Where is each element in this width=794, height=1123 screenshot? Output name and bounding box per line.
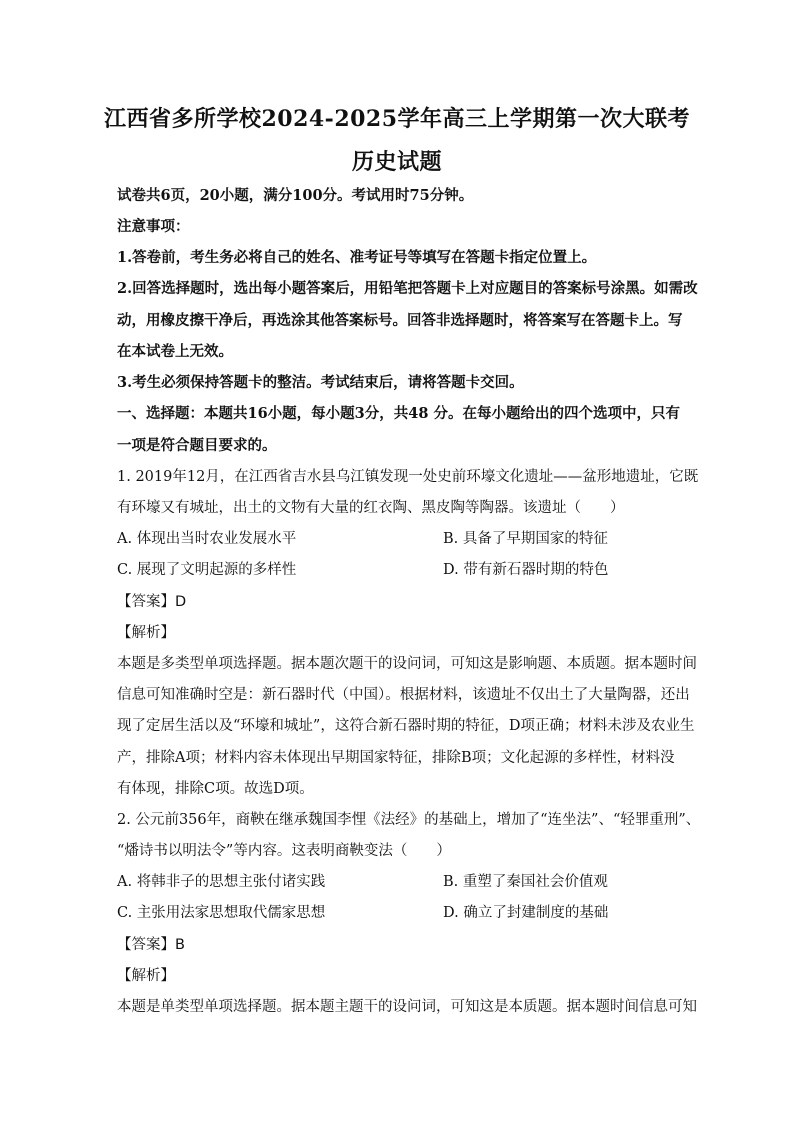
question-2-option-b: B. 重塑了秦国社会价值观 [443, 874, 608, 890]
question-2-option-a: A. 将韩非子的思想主张付诸实践 [117, 874, 326, 890]
notice-item-3: 3.考生必须保持答题卡的整洁。考试结束后，请将答题卡交回。 [117, 374, 524, 391]
notice-item-2-line-2: 动，用橡皮擦干净后，再选涂其他答案标号。回答非选择题时，将答案写在答题卡上。写 [117, 312, 683, 329]
notice-item-2-line-1: 2.回答选择题时，选出每小题答案后，用铅笔把答题卡上对应题目的答案标号涂黑。如需改 [117, 280, 698, 297]
question-2-option-d: D. 确立了封建制度的基础 [443, 905, 609, 921]
question-1-analysis-line: 有体现，排除C项。故选D项。 [117, 781, 314, 797]
question-1-option-b: B. 具备了早期国家的特征 [443, 531, 608, 547]
question-1-analysis-label: 【解析】 [117, 625, 175, 641]
exam-subject-title: 历史试题 [351, 149, 442, 175]
question-1-option-d: D. 带有新石器时期的特色 [443, 562, 609, 578]
question-1-stem-line-2: 有环壕又有城址，出土的文物有大量的红衣陶、黑皮陶等陶器。该遗址（ ） [117, 500, 625, 516]
question-1-stem-line-1: 1. 2019年12月，在江西省吉水县乌江镇发现一处史前环壕文化遗址——盆形地遗址，它既 [117, 469, 699, 485]
exam-meta: 试卷共6页，20小题，满分100分。考试用时75分钟。 [117, 187, 474, 204]
question-1-analysis-line: 本题是多类型单项选择题。据本题次题干的设问词，可知这是影响题、本质题。据本题时间 [117, 656, 697, 672]
question-1-answer: 【答案】D [117, 594, 187, 610]
question-2-option-c: C. 主张用法家思想取代儒家思想 [117, 905, 326, 921]
question-1-option-a: A. 体现出当时农业发展水平 [117, 531, 297, 547]
question-2-stem-line-1: 2. 公元前356年，商鞅在继承魏国李悝《法经》的基础上，增加了“连坐法”、“轻罪重刑”、 [117, 812, 701, 828]
question-1-analysis-line: 信息可知准确时空是：新石器时代（中国）。根据材料，该遗址不仅出土了大量陶器，还出 [117, 687, 690, 703]
question-2-analysis-line: 本题是单类型单项选择题。据本题主题干的设问词，可知这是本质题。据本题时间信息可知 [117, 999, 697, 1015]
notice-item-2-line-3: 在本试卷上无效。 [117, 343, 233, 360]
question-1-analysis-line: 产，排除A项；材料内容未体现出早期国家特征，排除B项；文化起源的多样性，材料没 [117, 750, 675, 766]
question-1-analysis-line: 现了定居生活以及“环壕和城址”，这符合新石器时期的特征，D项正确；材料未涉及农业生 [117, 718, 695, 734]
question-2-stem-line-2: “燔诗书以明法令”等内容。这表明商鞅变法（ ） [117, 843, 451, 859]
exam-title: 江西省多所学校2024-2025学年高三上学期第一次大联考 [103, 106, 691, 132]
notice-heading: 注意事项： [117, 218, 190, 235]
question-2-analysis-label: 【解析】 [117, 968, 175, 984]
section-heading-line-1: 一、选择题：本题共16小题，每小题3分，共48 分。在每小题给出的四个选项中，只有 [117, 405, 680, 422]
section-heading-line-2: 一项是符合题目要求的。 [117, 437, 277, 454]
question-2-answer: 【答案】B [117, 937, 185, 953]
question-1-option-c: C. 展现了文明起源的多样性 [117, 562, 297, 578]
notice-item-1: 1.答卷前，考生务必将自己的姓名、准考证号等填写在答题卡指定位置上。 [117, 249, 597, 266]
